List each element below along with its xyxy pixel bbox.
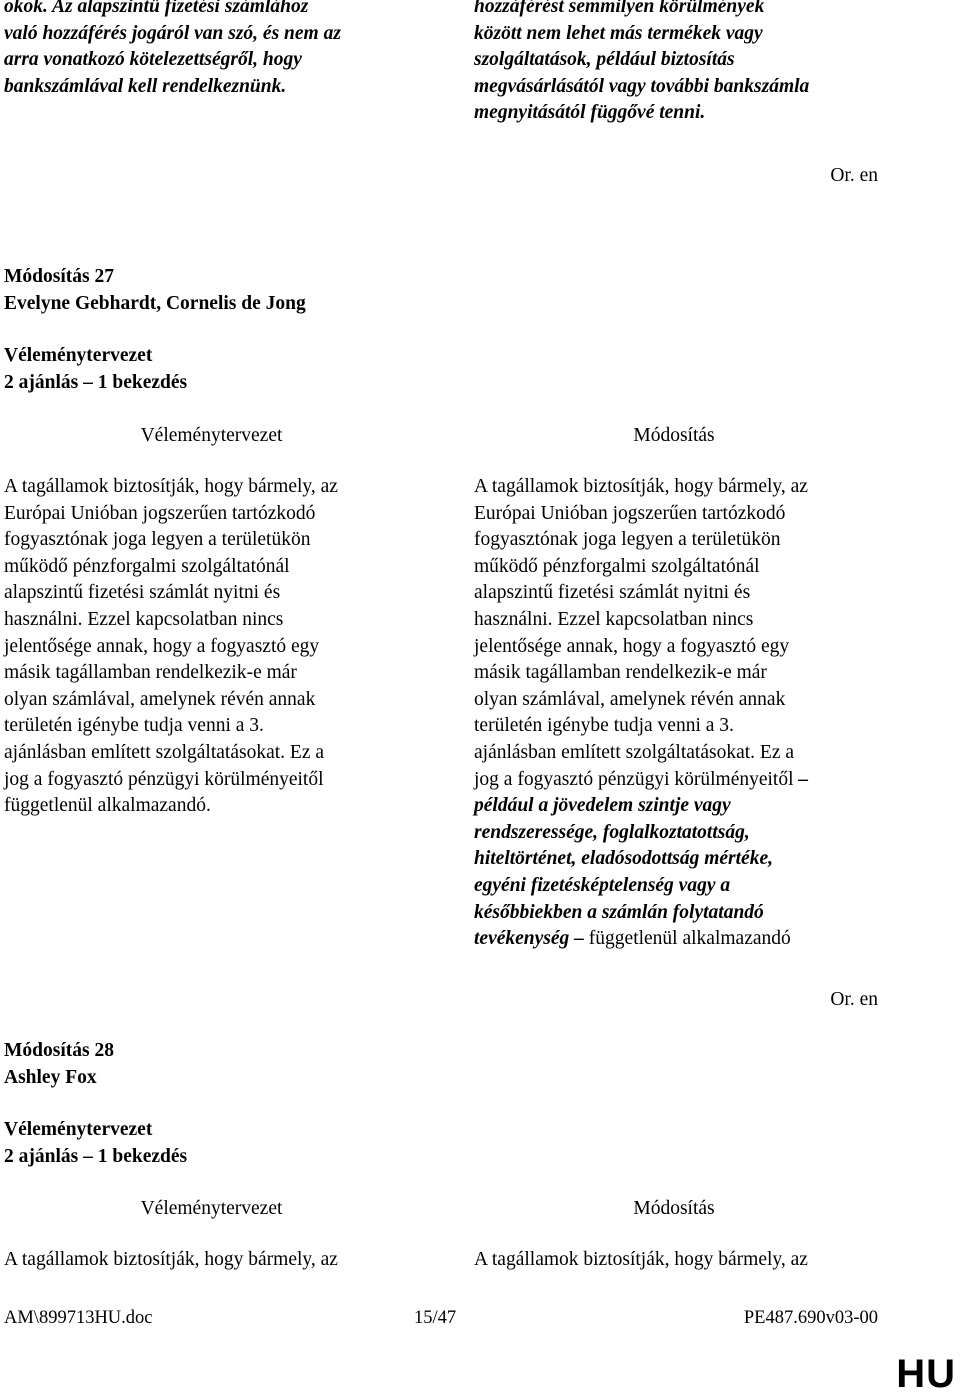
amendment-number: Módosítás 28 bbox=[4, 1040, 114, 1061]
text-line: A tagállamok biztosítják, hogy bármely, az bbox=[4, 476, 338, 497]
prev-left-line: való hozzáférés jogáról van szó, és nem az bbox=[4, 22, 341, 44]
prev-right-line: megvásárlásától vagy további bankszámla bbox=[474, 75, 810, 97]
text-line: területén igénybe tudja venni a 3. bbox=[4, 715, 264, 737]
draft-opinion-text bbox=[4, 474, 419, 820]
footer-page-number: 15/47 bbox=[414, 1308, 457, 1328]
footer-pe-ref: PE487.690v03-00 bbox=[743, 1308, 878, 1328]
text-line bbox=[474, 926, 894, 953]
inserted-text-segment: tevékenység – bbox=[474, 928, 584, 950]
inserted-text-line: egyéni fizetésképtelenség vagy a bbox=[474, 874, 731, 896]
text-line: alapszintű fizetési számlát nyitni és bbox=[4, 582, 281, 604]
text-line: területén igénybe tudja venni a 3. bbox=[474, 715, 734, 737]
text-segment: függetlenül alkalmazandó bbox=[583, 928, 791, 950]
prev-right-line: között nem lehet más termékek vagy bbox=[474, 22, 763, 44]
text-line bbox=[474, 767, 894, 794]
text-segment: jog a fogyasztó pénzügyi körülményeitől bbox=[474, 768, 799, 790]
prev-left-line: okok. Az alapszintű fizetési számlához bbox=[4, 0, 309, 17]
reference: 2 ajánlás – 1 bekezdés bbox=[4, 1146, 188, 1167]
draft-opinion-text: A tagállamok biztosítják, hogy bármely, az bbox=[4, 1249, 338, 1270]
language-badge: HU bbox=[896, 1352, 956, 1396]
prev-left-line: bankszámlával kell rendelkeznünk. bbox=[4, 75, 287, 97]
text-line: fogyasztónak joga legyen a területükön bbox=[4, 529, 311, 551]
text-line: alapszintű fizetési számlát nyitni és bbox=[474, 582, 751, 604]
amendment-authors: Evelyne Gebhardt, Cornelis de Jong bbox=[4, 293, 306, 314]
right-column-header: Módosítás bbox=[633, 1198, 715, 1219]
text-line: működő pénzforgalmi szolgáltatónál bbox=[474, 555, 760, 577]
text-line: használni. Ezzel kapcsolatban nincs bbox=[4, 608, 284, 630]
text-line: jelentősége annak, hogy a fogyasztó egy bbox=[4, 635, 320, 657]
text-line: másik tagállamban rendelkezik-e már bbox=[4, 662, 297, 684]
amendment-number: Módosítás 27 bbox=[4, 266, 114, 287]
left-column-header: Véleménytervezet bbox=[140, 1198, 283, 1219]
text-line: fogyasztónak joga legyen a területükön bbox=[474, 529, 781, 551]
text-line: ajánlásban említett szolgáltatásokat. Ez a bbox=[474, 741, 794, 763]
text-line: A tagállamok biztosítják, hogy bármely, az bbox=[474, 476, 808, 497]
text-line: függetlenül alkalmazandó. bbox=[4, 795, 211, 817]
text-line: másik tagállamban rendelkezik-e már bbox=[474, 662, 767, 684]
text-line: jog a fogyasztó pénzügyi körülményeitől bbox=[4, 768, 324, 790]
inserted-text-line: például a jövedelem szintje vagy bbox=[474, 795, 731, 817]
prev-right-line: megnyitásától függővé tenni. bbox=[474, 102, 706, 124]
amendment-text bbox=[474, 474, 894, 953]
inserted-text-line: későbbiekben a számlán folytatandó bbox=[474, 901, 764, 923]
text-line: olyan számlával, amelynek révén annak bbox=[4, 688, 316, 710]
footer-doc-ref: AM\899713HU.doc bbox=[4, 1308, 153, 1328]
document-label: Véleménytervezet bbox=[4, 1119, 153, 1140]
inserted-text-line: hiteltörténet, eladósodottság mértéke, bbox=[474, 848, 773, 870]
inserted-dash: – bbox=[798, 768, 809, 790]
prev-right-line: hozzáférést semmilyen körülmények bbox=[474, 0, 765, 17]
left-column-header: Véleménytervezet bbox=[140, 425, 283, 446]
original-language-note: Or. en bbox=[830, 165, 878, 186]
text-line: használni. Ezzel kapcsolatban nincs bbox=[474, 608, 754, 630]
text-line: ajánlásban említett szolgáltatásokat. Ez a bbox=[4, 741, 324, 763]
text-line: jelentősége annak, hogy a fogyasztó egy bbox=[474, 635, 790, 657]
prev-left-text bbox=[4, 0, 419, 100]
reference: 2 ajánlás – 1 bekezdés bbox=[4, 372, 188, 393]
amendment-text: A tagállamok biztosítják, hogy bármely, az bbox=[474, 1249, 808, 1270]
original-language-note: Or. en bbox=[830, 989, 878, 1010]
inserted-text-line: rendszeressége, foglalkoztatottság, bbox=[474, 821, 750, 843]
amendment-authors: Ashley Fox bbox=[4, 1067, 97, 1088]
document-label: Véleménytervezet bbox=[4, 345, 153, 366]
text-line: olyan számlával, amelynek révén annak bbox=[474, 688, 786, 710]
text-line: Európai Unióban jogszerűen tartózkodó bbox=[474, 502, 786, 524]
prev-right-text bbox=[474, 0, 894, 127]
text-line: Európai Unióban jogszerűen tartózkodó bbox=[4, 502, 316, 524]
right-column-header: Módosítás bbox=[633, 425, 715, 446]
text-line: működő pénzforgalmi szolgáltatónál bbox=[4, 555, 290, 577]
prev-left-line: arra vonatkozó kötelezettségről, hogy bbox=[4, 49, 302, 71]
prev-right-line: szolgáltatások, például biztosítás bbox=[474, 49, 735, 71]
